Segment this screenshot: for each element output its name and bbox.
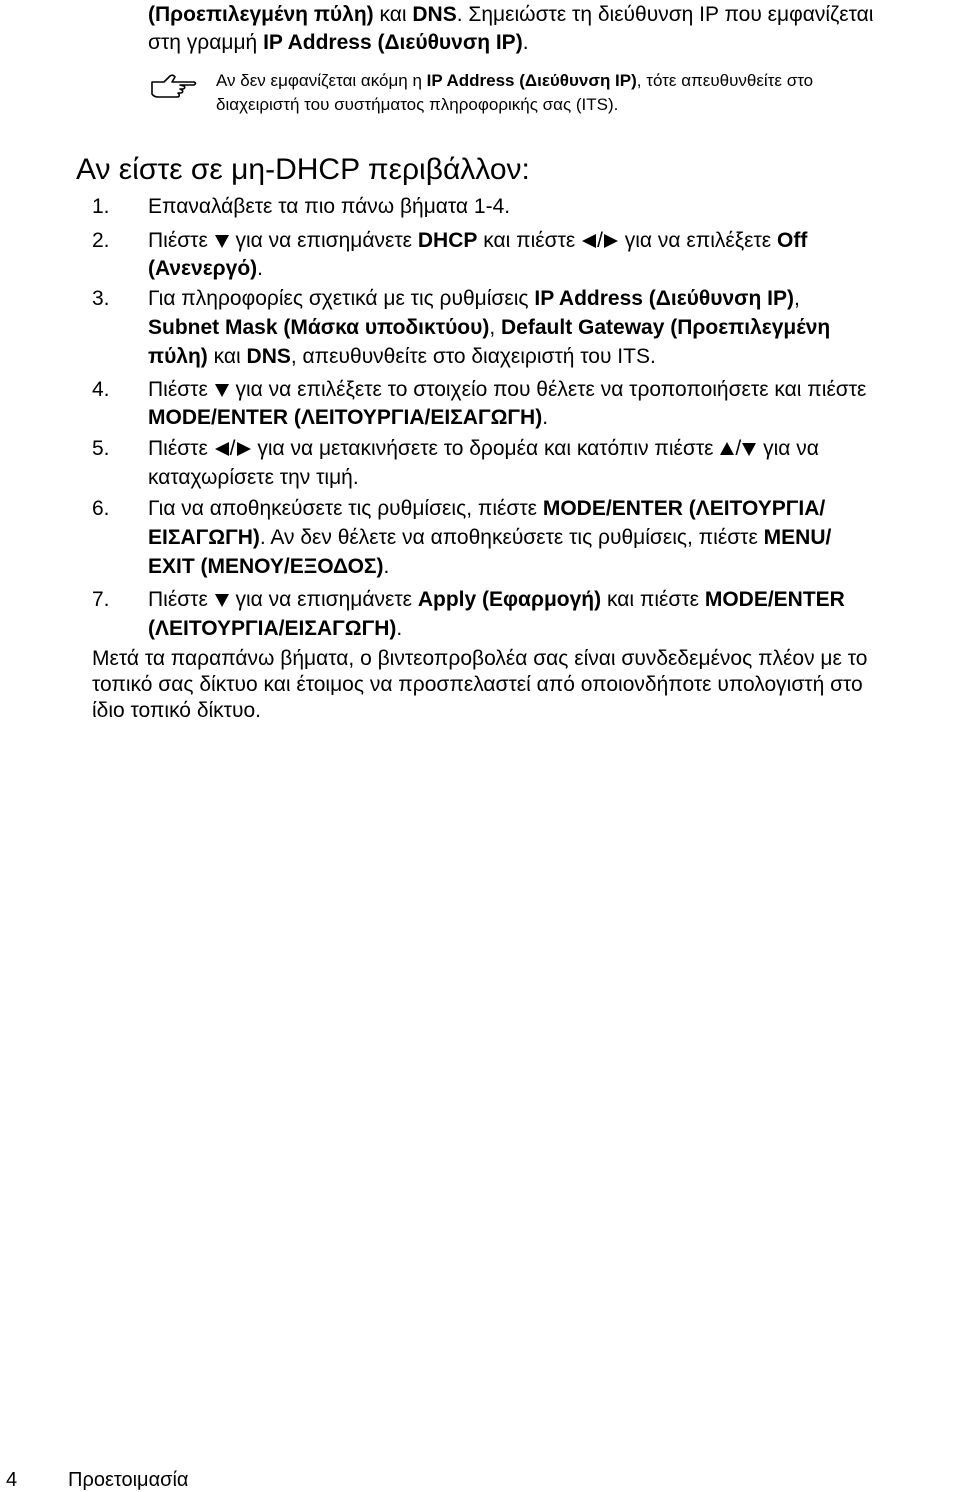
step-text: . <box>257 257 264 280</box>
gateway-label-cont: πύλη) <box>148 345 208 368</box>
step-text: . <box>396 617 403 640</box>
step-text: για να μετακινήσετε το δρομέα και κατόπιν πιέστε <box>251 437 720 460</box>
step-text: , <box>489 316 502 339</box>
step-text: και πιέστε <box>601 588 705 611</box>
intro-text: . Σημειώστε τη διεύθυνση IP που εμφανίζεται <box>456 3 874 26</box>
ip-address-label: IP Address (Διεύθυνση IP) <box>534 287 794 310</box>
step-text: για να επισημάνετε <box>229 588 418 611</box>
intro-line-1 <box>148 2 873 28</box>
step-text: . <box>542 406 549 429</box>
mode-enter-label-cont: (ΛΕΙΤΟΥΡΓΙΑ/ΕΙΣΑΓΩΓΗ) <box>148 617 397 640</box>
step-text: , απευθυνθείτε στο διαχειριστή του ITS. <box>290 345 656 368</box>
step-4-line-1 <box>148 377 866 403</box>
separator: / <box>597 229 603 252</box>
step-text: για να επισημάνετε <box>229 229 418 252</box>
step-5-line-1 <box>148 436 819 462</box>
step-text: Πιέστε <box>148 378 214 401</box>
step-text: και πιέστε <box>477 229 582 252</box>
separator: / <box>735 437 742 460</box>
step-text: για να <box>757 437 819 460</box>
closing-line-1: Μετά τα παραπάνω βήματα, ο βιντεοπροβολέα σας είναι συνδεδεμένος πλέον με το <box>92 647 868 670</box>
step-text: και <box>207 345 247 368</box>
step-number: 6. <box>92 497 110 520</box>
step-text: , <box>794 287 800 310</box>
intro-line-2 <box>148 30 529 56</box>
mode-enter-label-cont: ΕΙΣΑΓΩΓΗ) <box>148 526 260 549</box>
note-text: Αν δεν εμφανίζεται ακόμη η <box>216 71 427 90</box>
down-arrow-icon <box>214 592 230 608</box>
note-line-1 <box>216 70 813 92</box>
step-text: . <box>383 555 390 578</box>
left-arrow-icon <box>214 441 230 457</box>
step-7-line-1 <box>148 587 845 613</box>
right-arrow-icon <box>236 441 252 457</box>
step-number: 4. <box>92 378 110 401</box>
note-text: , τότε απευθυνθείτε στο <box>636 71 814 90</box>
step-number: 7. <box>92 588 110 611</box>
step-3-line-1 <box>148 286 800 312</box>
menu-exit-label-cont: EXIT (ΜΕΝΟΥ/ΕΞΟΔΟΣ) <box>148 555 384 578</box>
closing-line-3: ίδιο τοπικό δίκτυο. <box>92 699 261 722</box>
section-heading: Αν είστε σε μη-DHCP περιβάλλον: <box>76 153 530 186</box>
mode-enter-label: MODE/ENTER <box>704 588 845 611</box>
pointing-hand-icon <box>150 72 198 107</box>
step-1-text: Επαναλάβετε τα πιο πάνω βήματα 1-4. <box>148 195 511 218</box>
intro-text: και <box>373 3 413 26</box>
mode-enter-label: MODE/ENTER (ΛΕΙΤΟΥΡΓΙΑ/ <box>542 497 826 520</box>
step-6-line-3 <box>148 554 389 580</box>
step-5-line-2: καταχωρίσετε την τιμή. <box>148 466 359 489</box>
closing-line-2: τοπικό σας δίκτυο και έτοιμος να προσπελαστεί από οποιονδήποτε υπολογιστή στο <box>92 673 863 696</box>
inactive-label: (Ανενεργό) <box>148 257 258 280</box>
step-2-line-1 <box>148 228 807 254</box>
step-number: 2. <box>92 229 110 252</box>
note-line-2: διαχειριστή του συστήματος πληροφορικής σας (ITS). <box>216 95 619 114</box>
left-arrow-icon <box>581 233 597 249</box>
step-text: Πιέστε <box>148 588 214 611</box>
step-3-line-2 <box>148 315 830 341</box>
step-text: για να επιλέξετε <box>618 229 777 252</box>
menu-exit-label: MENU/ <box>763 526 832 549</box>
default-gateway-label: Default Gateway (Προεπιλεγμένη <box>501 316 831 339</box>
page-number: 4 <box>6 1469 18 1491</box>
step-number: 1. <box>92 195 110 218</box>
intro-dns-label: DNS <box>412 3 457 26</box>
up-arrow-icon <box>719 441 735 457</box>
mode-enter-label: MODE/ENTER (ΛΕΙΤΟΥΡΓΙΑ/ΕΙΣΑΓΩΓΗ) <box>148 406 543 429</box>
step-2-line-2 <box>148 256 263 282</box>
right-arrow-icon <box>603 233 619 249</box>
intro-ip-label: IP Address (Διεύθυνση IP) <box>263 31 523 54</box>
step-text: Για να αποθηκεύσετε τις ρυθμίσεις, πιέστε <box>148 497 543 520</box>
dns-label: DNS <box>246 345 291 368</box>
step-number: 5. <box>92 437 110 460</box>
separator: / <box>229 437 236 460</box>
intro-text: στη γραμμή <box>148 31 264 54</box>
step-6-line-1 <box>148 496 825 522</box>
step-text: . Αν δεν θέλετε να αποθηκεύσετε τις ρυθμίσεις, πιέστε <box>259 526 764 549</box>
down-arrow-icon <box>214 233 230 249</box>
down-arrow-icon <box>741 441 757 457</box>
off-label: Off <box>777 229 808 252</box>
subnet-mask-label: Subnet Mask (Μάσκα υποδικτύου) <box>148 316 490 339</box>
step-text: Πιέστε <box>148 437 214 460</box>
step-text: για να επιλέξετε το στοιχείο που θέλετε να τροποποιήσετε και πιέστε <box>229 378 867 401</box>
step-4-line-2 <box>148 405 548 431</box>
apply-label: Apply (Εφαρμογή) <box>417 588 602 611</box>
down-arrow-icon <box>214 382 230 398</box>
step-number: 3. <box>92 287 110 310</box>
step-3-line-3 <box>148 344 656 370</box>
intro-gateway-label: (Προεπιλεγμένη πύλη) <box>148 3 374 26</box>
dhcp-label: DHCP <box>417 229 478 252</box>
step-text: Πιέστε <box>148 229 214 252</box>
step-7-line-2 <box>148 616 402 642</box>
step-text: Για πληροφορίες σχετικά με τις ρυθμίσεις <box>148 287 535 310</box>
intro-text: . <box>522 31 529 54</box>
step-6-line-2 <box>148 525 831 551</box>
footer-section-title: Προετοιμασία <box>68 1469 189 1491</box>
note-ip-label: IP Address (Διεύθυνση IP) <box>426 71 637 90</box>
